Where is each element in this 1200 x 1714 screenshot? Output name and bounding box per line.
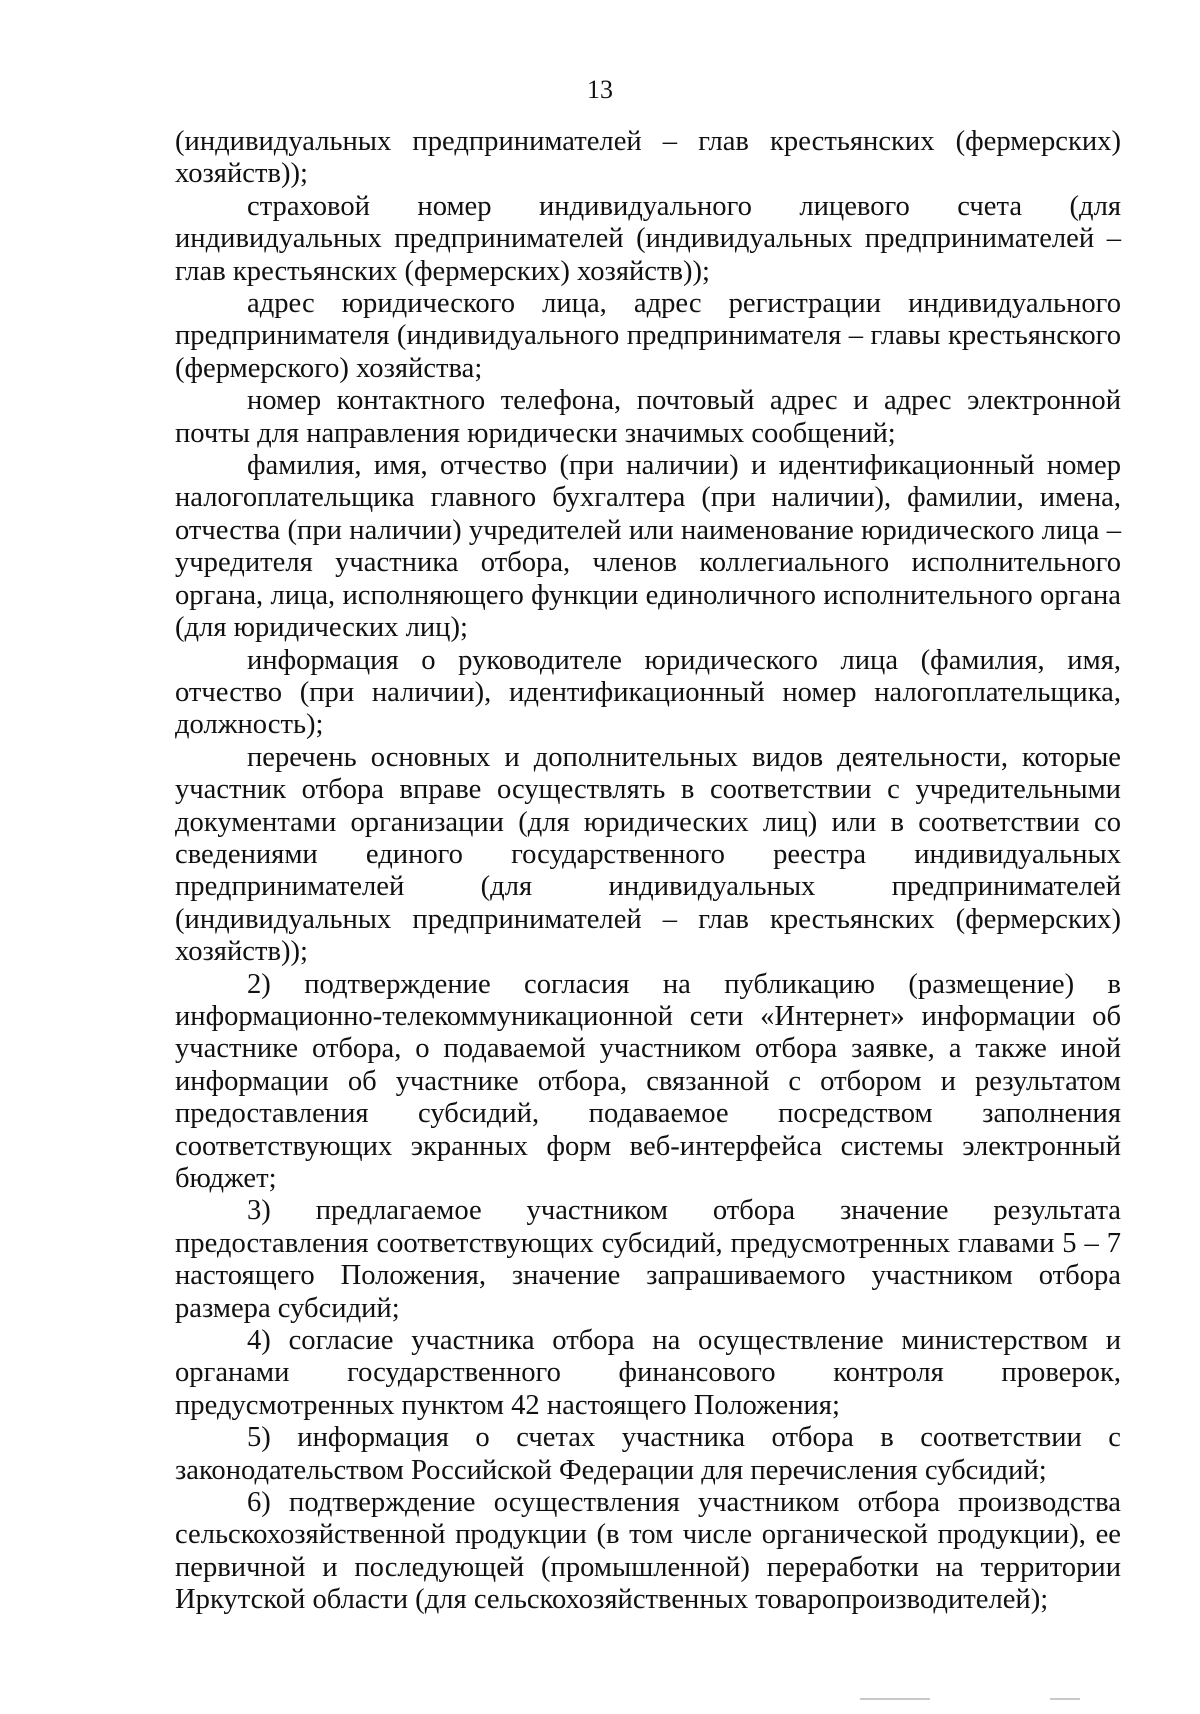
- paragraph: номер контактного телефона, почтовый адрес и адрес электронной почты для направления юридически значимых сообщений;: [175, 385, 1121, 449]
- paragraph: адрес юридического лица, адрес регистрации индивидуального предпринимателя (индивидуального предпринимателя – главы крестьянского (фермерского) хозяйства;: [175, 288, 1121, 384]
- paragraph: (индивидуальных предпринимателей – глав крестьянских (фермерских) хозяйств));: [175, 126, 1121, 190]
- paragraph: 2) подтверждение согласия на публикацию (размещение) в информационно-телекоммуникационной сети «Интернет» информации об участнике отбора, о подаваемой участником отбора заявке, а также иной информации об участнике отбора, связанной с отбором и результатом предоставления субсидий, подаваемое посредством заполнения соответствующих экранных форм веб-интерфейса системы электронный бюджет;: [175, 968, 1121, 1194]
- paragraph: перечень основных и дополнительных видов деятельности, которые участник отбора вправе осуществлять в соответствии с учредительными документами организации (для юридических лиц) или в соответствии со сведениями единого государственного реестра индивидуальных предпринимателей (для индивидуальных предпринимателей (индивидуальных предпринимателей – глав крестьянских (фермерских) хозяйств));: [175, 741, 1121, 968]
- paragraph: 4) согласие участника отбора на осуществление министерством и органами государственного финансового контроля проверок, предусмотренных пунктом 42 настоящего Положения;: [175, 1325, 1121, 1421]
- scan-artifact: [1050, 1698, 1080, 1700]
- paragraph: фамилия, имя, отчество (при наличии) и идентификационный номер налогоплательщика главного бухгалтера (при наличии), фамилии, имена, отчества (при наличии) учредителей или наименование юридического лица – учредителя участника отбора, членов коллегиального исполнительного органа, лица, исполняющего функции единоличного исполнительного органа (для юридических лиц);: [175, 450, 1121, 644]
- paragraph: информация о руководителе юридического лица (фамилия, имя, отчество (при наличии), идентификационный номер налогоплательщика, должность);: [175, 644, 1121, 741]
- page-number: 13: [587, 75, 613, 104]
- paragraph: 6) подтверждение осуществления участником отбора производства сельскохозяйственной продукции (в том числе органической продукции), ее первичной и последующей (промышленной) переработки на территории Иркутской области (для сельскохозяйственных товаропроизводителей);: [175, 1487, 1121, 1616]
- scan-artifact: [860, 1698, 930, 1700]
- paragraph: 3) предлагаемое участником отбора значение результата предоставления соответствующих субсидий, предусмотренных главами 5 – 7 настоящего Положения, значение запрашиваемого участником отбора размера субсидий;: [175, 1195, 1121, 1324]
- paragraph: 5) информация о счетах участника отбора в соответствии с законодательством Российской Федерации для перечисления субсидий;: [175, 1422, 1121, 1486]
- paragraph: страховой номер индивидуального лицевого счета (для индивидуальных предпринимателей (индивидуальных предпринимателей – глав крестьянских (фермерских) хозяйств));: [175, 190, 1121, 287]
- document-body: [175, 126, 1121, 1617]
